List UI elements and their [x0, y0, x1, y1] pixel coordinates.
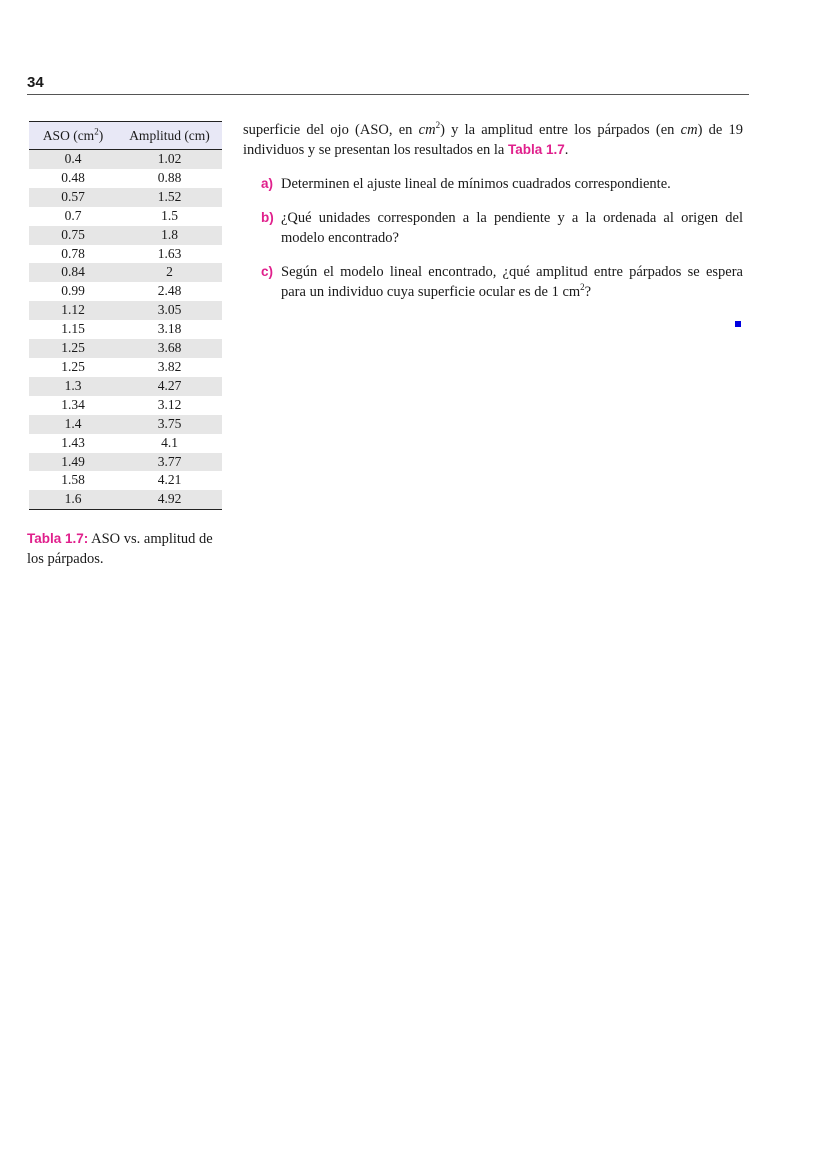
intro-unit-2: cm	[680, 122, 698, 138]
table-row	[29, 150, 222, 169]
cell-aso: 0.99	[61, 283, 85, 299]
table-row	[29, 207, 222, 226]
table-row	[29, 396, 222, 415]
cell-aso: 1.15	[61, 321, 85, 337]
cell-amplitud: 3.18	[157, 321, 182, 337]
intro-text-1: superficie del ojo (ASO, en	[243, 122, 419, 138]
intro-end: .	[564, 142, 569, 158]
intro-unit-1: cm	[418, 122, 436, 138]
table-row	[29, 226, 222, 245]
header-aso-text: ASO (cm	[42, 128, 95, 143]
table-row	[29, 377, 222, 396]
header-aso	[29, 122, 117, 150]
cell-amplitud: 3.12	[157, 396, 182, 412]
cell-aso: 1.58	[61, 472, 85, 488]
question-a-label: a)	[261, 176, 274, 191]
table-row	[29, 339, 222, 358]
cell-aso: 1.12	[61, 302, 85, 318]
cell-amplitud: 3.05	[157, 302, 182, 318]
table-row	[29, 415, 222, 434]
header-amplitud: Amplitud (cm)	[117, 122, 222, 150]
table-reference-link[interactable]: Tabla 1.7	[507, 142, 565, 157]
cell-amplitud: 3.82	[157, 358, 182, 374]
cell-aso: 1.25	[61, 358, 85, 374]
cell-aso: 0.48	[61, 169, 85, 185]
question-c-end: ?	[584, 284, 592, 300]
table-row	[29, 453, 222, 472]
question-list	[243, 174, 743, 302]
table-body	[29, 150, 222, 510]
question-c-text: Según el modelo lineal encontrado, ¿qué amplitud entre párpados se espera para un individuo cuya superficie ocular es de 1 cm	[281, 264, 743, 300]
question-b	[243, 208, 743, 248]
table-header-row	[29, 122, 222, 150]
caption-label: Tabla 1.7:	[27, 531, 89, 546]
cell-aso: 1.6	[29, 490, 117, 509]
cell-amplitud: 4.27	[157, 377, 182, 393]
question-c	[243, 262, 743, 302]
cell-amplitud: 3.77	[157, 453, 182, 469]
cell-amplitud: 2.48	[157, 283, 182, 299]
table-row	[29, 169, 222, 188]
cell-aso: 1.25	[61, 340, 85, 356]
cell-amplitud: 4.1	[161, 434, 178, 450]
table-row	[29, 358, 222, 377]
table-row	[29, 434, 222, 453]
cell-amplitud: 0.88	[157, 169, 182, 185]
cell-aso: 1.43	[61, 434, 85, 450]
intro-paragraph	[243, 120, 743, 160]
cell-amplitud: 1.02	[157, 151, 182, 166]
cell-amplitud: 1.8	[161, 226, 178, 242]
cell-aso: 0.7	[64, 207, 82, 223]
table-row	[29, 245, 222, 264]
cell-aso: 1.49	[61, 453, 85, 469]
cell-amplitud: 1.5	[161, 207, 178, 223]
cell-aso: 1.34	[61, 396, 85, 412]
question-c-sup: 2	[580, 282, 585, 293]
cell-amplitud: 3.68	[157, 340, 182, 356]
cell-amplitud: 4.21	[157, 472, 182, 488]
table-caption	[27, 529, 232, 569]
table-row	[29, 320, 222, 339]
cell-amplitud: 1.63	[157, 245, 182, 261]
data-table-container	[29, 121, 222, 510]
question-c-label: c)	[261, 264, 274, 279]
cell-aso: 0.75	[61, 226, 85, 242]
header-aso-sup: 2	[94, 126, 99, 137]
cell-amplitud: 1.52	[157, 188, 182, 204]
intro-unit-1-sup: 2	[435, 120, 441, 131]
table-row	[29, 188, 222, 207]
main-text	[243, 120, 743, 316]
header-aso-suffix: )	[98, 128, 104, 143]
cell-amplitud: 2	[166, 264, 173, 280]
question-b-label: b)	[261, 210, 274, 225]
table-row	[29, 301, 222, 320]
cell-aso: 0.4	[64, 151, 82, 166]
end-of-exercise-mark-icon	[735, 321, 741, 327]
table-row	[29, 490, 222, 509]
table-row	[29, 263, 222, 282]
cell-amplitud: 4.92	[117, 490, 222, 509]
question-b-text: ¿Qué unidades corresponden a la pendiente y a la ordenada al origen del modelo encontrado?	[281, 210, 743, 246]
cell-amplitud: 3.75	[157, 415, 182, 431]
header-rule	[27, 94, 749, 95]
question-a	[243, 174, 743, 194]
table-row	[29, 282, 222, 301]
cell-aso: 0.84	[61, 264, 85, 280]
cell-aso: 0.57	[61, 188, 85, 204]
cell-aso: 1.3	[64, 377, 82, 393]
intro-text-3: ) de 19 individuos y se presentan los resultados en la	[243, 122, 744, 158]
table-row	[29, 471, 222, 490]
question-a-text: Determinen el ajuste lineal de mínimos cuadrados correspondiente.	[281, 176, 671, 192]
page-number: 34	[27, 74, 44, 91]
intro-text-2: ) y la amplitud entre los párpados (en	[440, 122, 681, 138]
caption-text: ASO vs. amplitud de los párpados.	[27, 531, 213, 567]
cell-aso: 1.4	[64, 415, 82, 431]
cell-aso: 0.78	[61, 245, 85, 261]
aso-amplitude-table	[29, 121, 222, 510]
